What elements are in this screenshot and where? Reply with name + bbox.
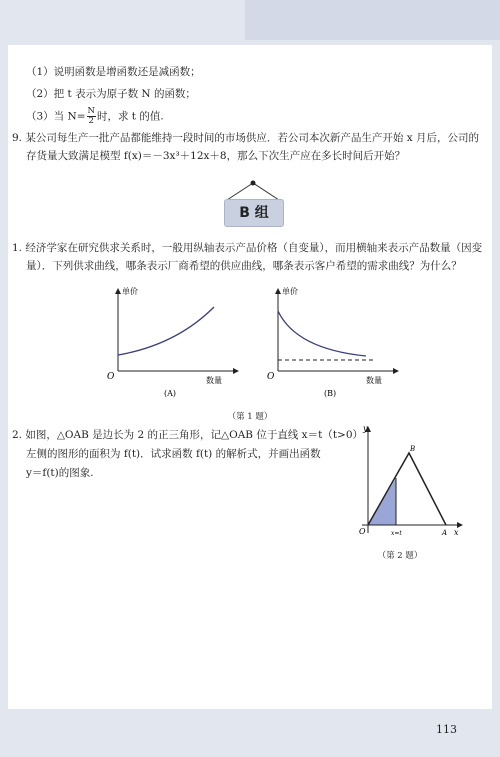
graph-b-y-label: 单价: [282, 287, 298, 296]
problemB2-line3: y＝f(t)的图象.: [26, 467, 94, 479]
problem9-line1: 9. 某公司每生产一批产品都能维持一段时间的市场供应．若公司本次新产品生产开始 x 月后，公司的: [12, 132, 479, 144]
problem8-part2: （2）把 t 表示为原子数 N 的函数；: [26, 88, 196, 100]
problem9-line2: 存货量大致满足模型 f(x)＝－3x³＋12x＋8，那么下次生产应在多长时间后开始？: [26, 150, 406, 162]
graph-a-caption: (A): [164, 389, 177, 398]
graph-b-caption: (B): [324, 389, 337, 398]
problem8-part1: （1）说明函数是增函数还是减函数；: [26, 66, 201, 78]
figure2-x-label: x: [454, 528, 459, 537]
supply-curve-graph-a: [96, 283, 246, 403]
demand-curve-graph-b: [256, 283, 406, 403]
fraction-denominator: 2: [88, 116, 94, 126]
fraction-numerator: N: [87, 106, 95, 116]
line-x-equals-t-label: x=t: [391, 530, 402, 537]
graph-b-curve: [278, 311, 366, 356]
problemB2-line2: 左侧的图形的面积为 f(t)．试求函数 f(t) 的解析式，并画出函数: [26, 448, 321, 460]
graph-a-x-label: 数量: [206, 376, 222, 385]
fraction-n-over-2: [87, 107, 96, 126]
graph-a-y-label: 单价: [122, 287, 138, 296]
triangle-oab-figure: [354, 423, 464, 541]
banner-label: B 组: [224, 199, 284, 227]
problem8-part3-suffix: 时，求 t 的值.: [96, 110, 164, 123]
figure2-caption: （第 2 题）: [377, 551, 423, 561]
problemB1-line2: 量）．下列供求曲线，哪条表示厂商希望的供应曲线，哪条表示客户希望的需求曲线？为什么？: [26, 260, 462, 272]
problem8-part3-prefix: （3）当 N=: [26, 110, 86, 123]
figure1-caption: （第 1 题）: [227, 412, 273, 422]
problemB2-line1: 2. 如图，△OAB 是边长为 2 的正三角形，记△OAB 位于直线 x＝t（t>0）: [12, 429, 364, 441]
graph-b-origin: O: [267, 372, 275, 382]
textbook-page: [8, 45, 492, 709]
graph-a-origin: O: [107, 372, 115, 382]
point-a-label: A: [442, 529, 448, 537]
problemB1-line1: 1. 经济学家在研究供求关系时，一般用纵轴表示产品价格（自变量），而用横轴来表示产品数量（因变: [12, 242, 483, 254]
figure2-origin: O: [359, 527, 366, 536]
problem8-part3: [26, 107, 164, 126]
section-b-banner: [213, 179, 293, 237]
point-b-label: B: [410, 445, 416, 453]
graph-a-curve: [118, 307, 214, 355]
page-corner-shade: [245, 0, 500, 40]
figure2-y-label: y: [363, 424, 368, 433]
graph-b-x-label: 数量: [366, 376, 382, 385]
page-number: 113: [436, 723, 457, 736]
